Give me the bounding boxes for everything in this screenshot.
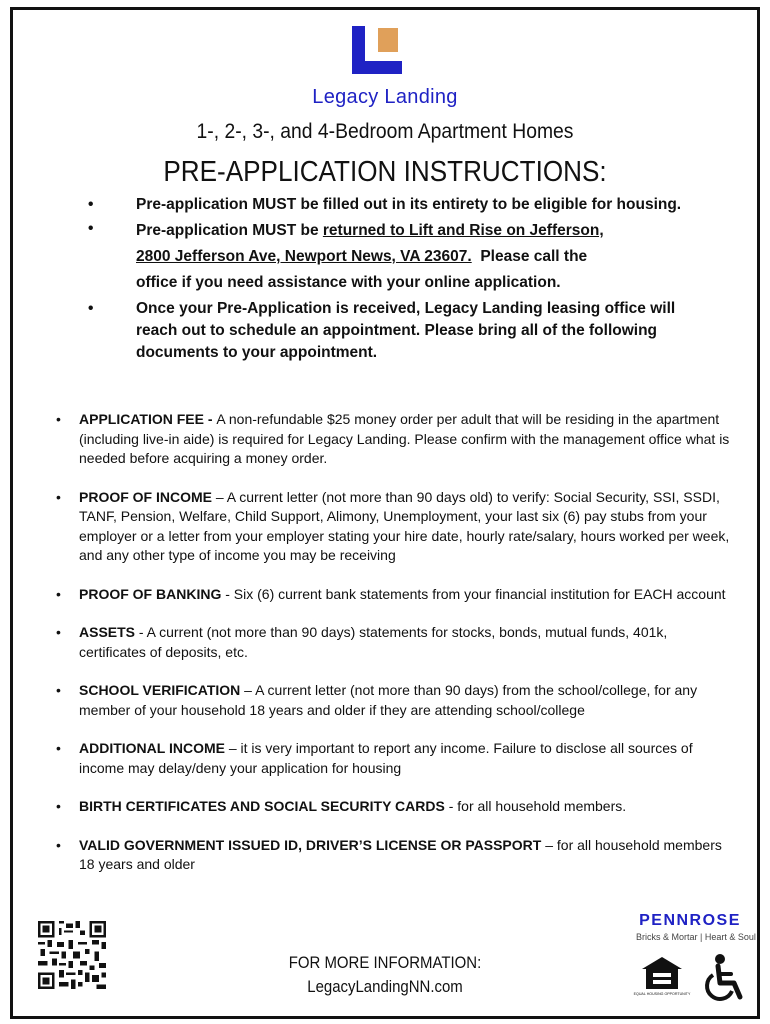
requirement-title: ADDITIONAL INCOME bbox=[79, 740, 225, 756]
requirement-item: • PROOF OF INCOME – A current letter (not more than 90 days old) to verify: Social Security, SSI, SSDI, TANF, Pension, Welfare, Child Support, Alimony, Unemployment, your last six (6) pay stubs from your employer or a letter from your employer stating your hire date, hourly rate/salary, hours worked per week, and any other type of income you may be receiving bbox=[56, 488, 730, 563]
svg-text:EQUAL HOUSING OPPORTUNITY: EQUAL HOUSING OPPORTUNITY bbox=[633, 992, 691, 996]
requirement-title: BIRTH CERTIFICATES AND SOCIAL SECURITY CARDS bbox=[79, 798, 445, 814]
legacy-landing-logo bbox=[352, 26, 402, 74]
requirement-title: PROOF OF BANKING bbox=[79, 585, 222, 602]
page-title: PRE-APPLICATION INSTRUCTIONS: bbox=[163, 156, 607, 188]
return-location-link: returned to Lift and Rise on Jefferson, bbox=[322, 222, 604, 239]
requirement-title: VALID GOVERNMENT ISSUED ID, DRIVER’S LICENSE OR PASSPORT bbox=[79, 836, 542, 853]
requirement-title: PROOF OF INCOME bbox=[79, 488, 212, 505]
instruction-text: Once your Pre-Application is received, Legacy Landing leasing office will reach out to schedule an appointment. Please bring all of the following documents to your appointment. bbox=[136, 300, 676, 361]
return-address: 2800 Jefferson Ave, Newport News, VA 23607. bbox=[136, 248, 472, 265]
requirement-item: • BIRTH CERTIFICATES AND SOCIAL SECURITY CARDS - for all household members. bbox=[56, 798, 627, 814]
requirement-item: • VALID GOVERNMENT ISSUED ID, DRIVER’S LICENSE OR PASSPORT – for all household members 18 years and older bbox=[56, 836, 722, 872]
requirement-title: ASSETS bbox=[79, 624, 136, 640]
pennrose-name: PENNROSE bbox=[639, 912, 741, 929]
requirement-item: • SCHOOL VERIFICATION – A current letter (not more than 90 days) from the school/college, for any member of your household 18 years and older if they are attending school/college bbox=[56, 682, 698, 718]
requirement-item: • ADDITIONAL INCOME – it is very important to report any income. Failure to disclose all sources of income may delay/deny your application for housing bbox=[56, 740, 693, 776]
wheelchair-icon bbox=[700, 953, 750, 1003]
pennrose-logo bbox=[636, 912, 756, 942]
requirement-item: • APPLICATION FEE - A non-refundable $25 money order per adult that will be residing in the apartment (including live-in aide) is required for Legacy Landing. Please confirm with the management office what is needed before acquiring a money order. bbox=[56, 411, 730, 466]
instruction-item: • Pre-application MUST be filled out in its entirety to be eligible for housing. bbox=[88, 196, 682, 213]
instruction-item: • Pre-application MUST be returned to Lift and Rise on Jefferson, 2800 Jefferson Ave, Newport News, VA 23607. Please call the office if you need assistance with your online application. bbox=[88, 220, 604, 291]
instruction-text: Pre-application MUST be filled out in its entirety to be eligible for housing. bbox=[136, 196, 682, 213]
requirement-item: • PROOF OF BANKING - Six (6) current bank statements from your financial institution for EACH account bbox=[56, 585, 726, 602]
requirements-list bbox=[54, 410, 734, 875]
requirement-title: APPLICATION FEE - bbox=[79, 411, 217, 427]
requirement-title: SCHOOL VERIFICATION bbox=[79, 682, 241, 698]
website-link[interactable]: LegacyLandingNN.com bbox=[307, 977, 463, 996]
brand-name: Legacy Landing bbox=[312, 86, 458, 108]
requirement-item: • ASSETS - A current (not more than 90 days) statements for stocks, bonds, mutual funds, 401k, certificates of deposits, etc. bbox=[56, 624, 668, 660]
pennrose-tagline: Bricks & Mortar | Heart & Soul bbox=[636, 932, 756, 942]
brand-subtitle: 1-, 2-, 3-, and 4-Bedroom Apartment Homes bbox=[196, 120, 574, 143]
instruction-item: • Once your Pre-Application is received, Legacy Landing leasing office will reach out to schedule an appointment. Please bring all of the following documents to your appointment. bbox=[88, 300, 676, 361]
instructions-list bbox=[88, 194, 688, 366]
more-info-label: FOR MORE INFORMATION: bbox=[288, 953, 482, 972]
equal-housing-icon bbox=[633, 955, 691, 1001]
